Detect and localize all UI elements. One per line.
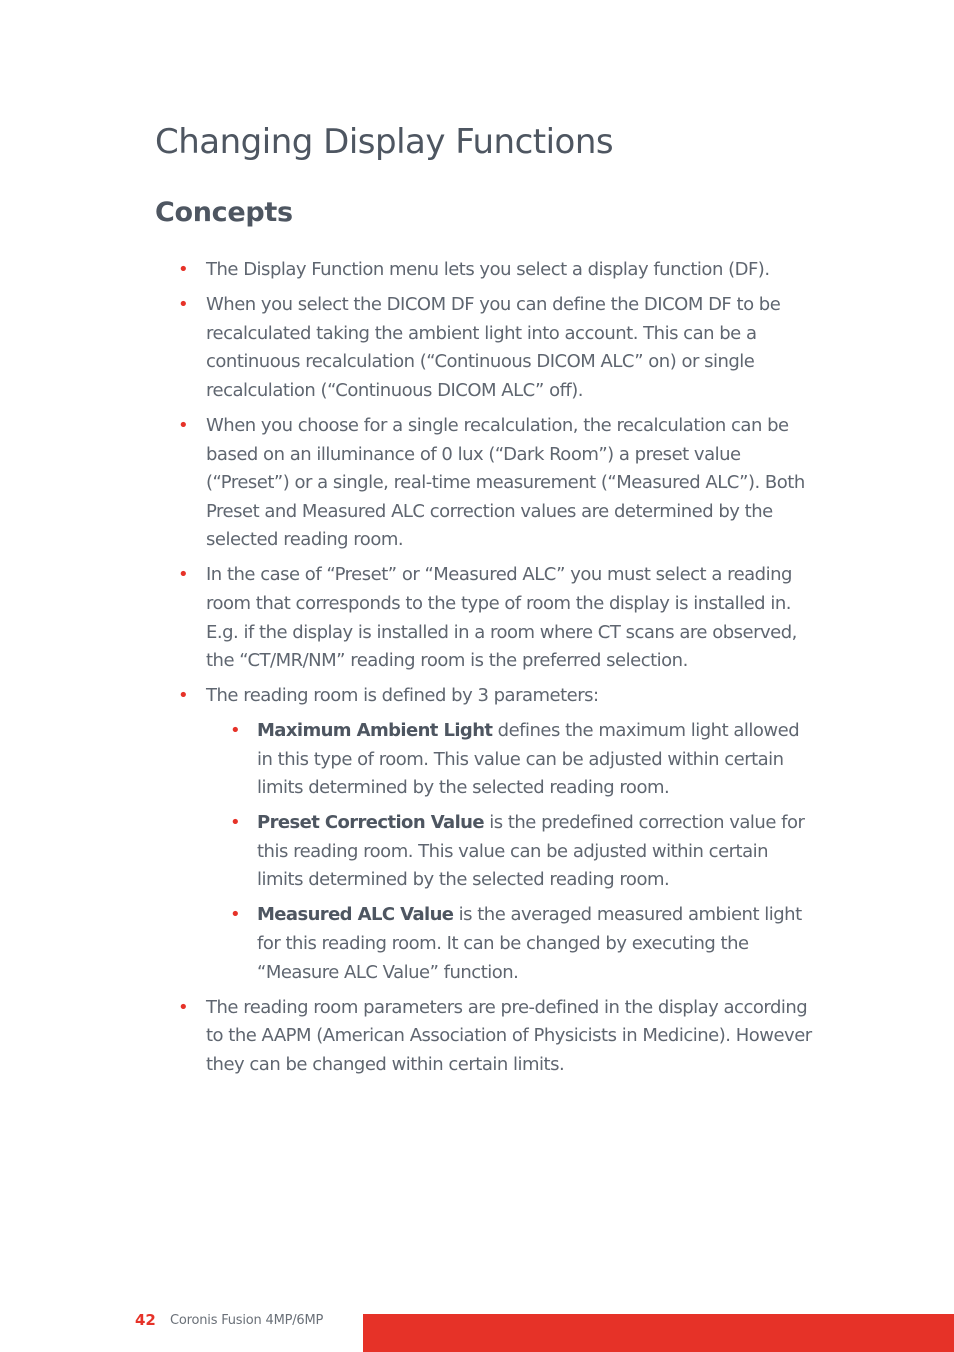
bullet-icon: •	[178, 259, 189, 280]
bullet-icon: •	[230, 812, 241, 834]
parameter-item	[227, 717, 815, 803]
list-item-text: When you choose for a single recalculation, the recalculation can be based on an illuminance of 0 lux (“Dark Room”) a preset value (“Preset”) or a single, real-time measurement (“Measured ALC”). Both Preset and Measured ALC correction values are determined by the selected reading room.	[206, 414, 805, 551]
concepts-list	[175, 256, 815, 1080]
bullet-icon: •	[230, 719, 241, 741]
section-title: Concepts	[155, 197, 293, 228]
page-number: 42	[135, 1311, 156, 1329]
bullet-icon: •	[178, 685, 189, 707]
list-item	[175, 291, 815, 405]
list-item-text: The Display Function menu lets you select a display function (DF).	[206, 259, 770, 280]
parameter-term: Maximum Ambient Light	[257, 719, 493, 741]
concepts-content	[175, 256, 815, 1086]
parameter-item	[227, 901, 815, 987]
list-item	[175, 256, 815, 285]
footer-product-name: Coronis Fusion 4MP/6MP	[170, 1313, 324, 1328]
list-item	[175, 994, 815, 1080]
bullet-icon: •	[178, 414, 189, 436]
parameter-item	[227, 809, 815, 895]
bullet-icon: •	[178, 996, 189, 1018]
parameters-list	[227, 717, 815, 987]
parameter-text: is the averaged measured ambient light for this reading room. It can be changed by executing the “Measure ALC Value” function.	[257, 904, 802, 983]
parameter-text: is the predefined correction value for this reading room. This value can be adjusted within certain limits determined by the selected reading room.	[257, 812, 805, 891]
bullet-icon: •	[230, 904, 241, 926]
bullet-icon: •	[178, 564, 189, 586]
list-item	[175, 561, 815, 675]
list-item	[175, 682, 815, 987]
list-item	[175, 412, 815, 555]
page-title: Changing Display Functions	[155, 122, 614, 162]
footer-accent-bar	[363, 1314, 954, 1352]
list-item-text: In the case of “Preset” or “Measured ALC” you must select a reading room that corresponds to the type of room the display is installed in. E.g. if the display is installed in a room where CT scans are observed, the “CT/MR/NM” reading room is the preferred selection.	[206, 564, 797, 672]
list-item-text: When you select the DICOM DF you can define the DICOM DF to be recalculated taking the ambient light into account. This can be a continuous recalculation (“Continuous DICOM ALC” on) or single recalculation (“Continuous DICOM ALC” off).	[206, 294, 781, 401]
parameter-text: defines the maximum light allowed in this type of room. This value can be adjusted within certain limits determined by the selected reading room.	[257, 719, 800, 799]
list-item-text: The reading room is defined by 3 parameters:	[206, 685, 599, 707]
list-item-text: The reading room parameters are pre-defined in the display according to the AAPM (American Association of Physicists in Medicine). However they can be changed within certain limits.	[206, 996, 812, 1075]
bullet-icon: •	[178, 294, 189, 316]
parameter-term: Preset Correction Value	[257, 812, 484, 834]
parameter-term: Measured ALC Value	[257, 904, 454, 926]
